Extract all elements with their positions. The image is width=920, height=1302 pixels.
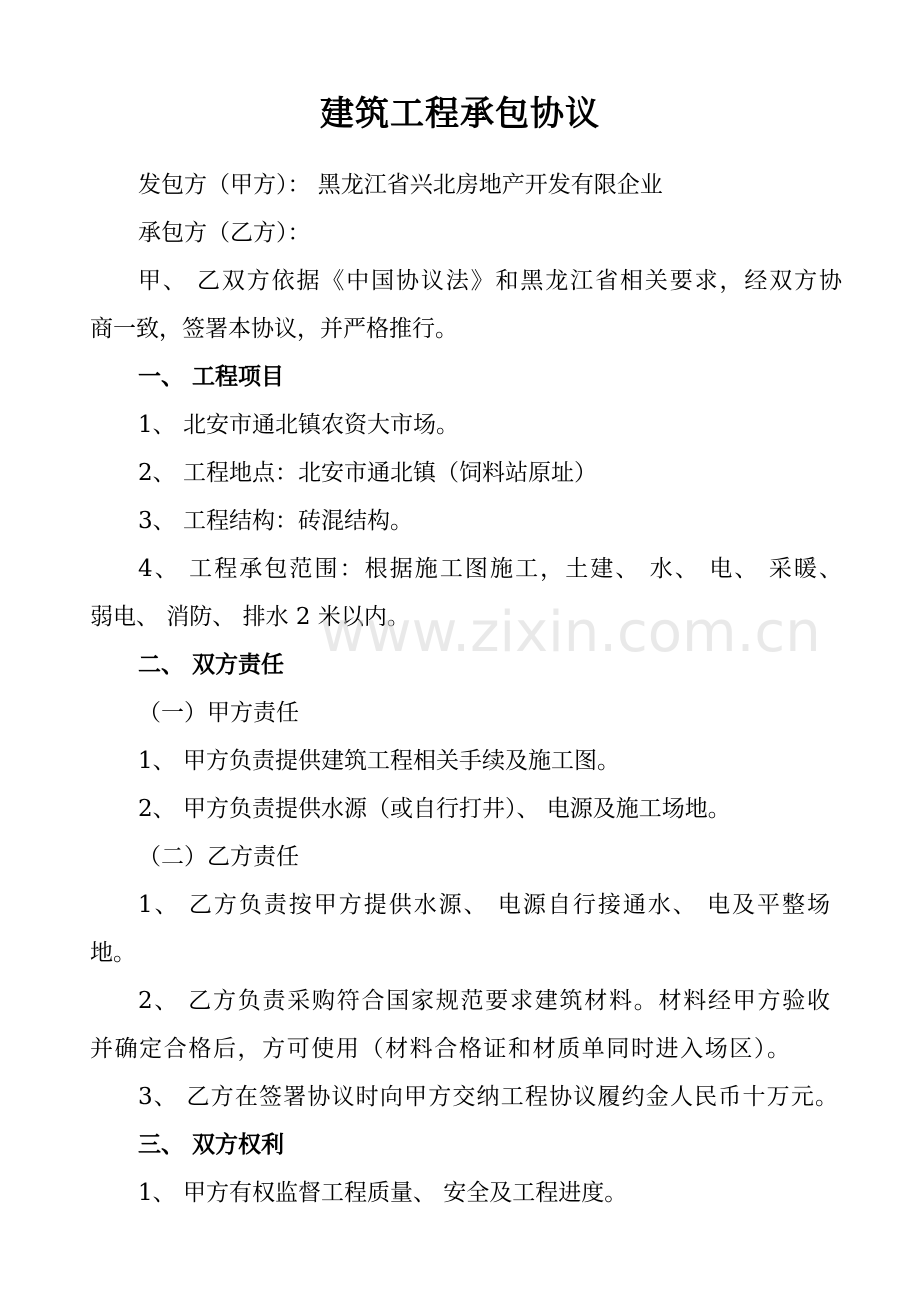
section-2-subheading-a: （一）甲方责任 [138,700,299,726]
section-2-a-item-2: 2、 甲方负责提供水源（或自行打井）、 电源及施工场地。 [138,796,731,822]
section-2-b-item-3: 3、 乙方在签署协议时向甲方交纳工程协议履约金人民币十万元。 [138,1084,838,1110]
section-1-item-1: 1、 北安市通北镇农资大市场。 [138,412,459,438]
section-1-item-4-cont: 弱电、 消防、 排水 2 米以内。 [90,604,410,630]
watermark: www.zixin.com.cn [320,600,821,665]
document-title: 建筑工程承包协议 [320,94,600,134]
section-2-b-item-2-cont: 并确定合格后，方可使用（材料合格证和材质单同时进入场区）。 [90,1036,790,1062]
section-1-item-3: 3、 工程结构：砖混结构。 [138,508,413,534]
intro-line-2: 商一致，签署本协议，并严格推行。 [90,316,458,342]
section-3-heading: 三、 双方权利 [138,1132,285,1158]
section-2-b-item-2: 2、 乙方负责采购符合国家规范要求建筑材料。材料经甲方验收 [138,988,830,1014]
section-1-item-4: 4、 工程承包范围：根据施工图施工，土建、 水、 电、 采暖、 [138,556,842,582]
section-2-b-item-1-cont: 地。 [90,940,136,966]
section-3-item-1: 1、 甲方有权监督工程质量、 安全及工程进度。 [138,1180,628,1206]
section-1-item-2: 2、 工程地点：北安市通北镇（饲料站原址） [138,460,597,486]
intro-line-1: 甲、 乙双方依据《中国协议法》和黑龙江省相关要求，经双方协 [138,268,842,294]
section-2-subheading-b: （二）乙方责任 [138,844,299,870]
section-1-heading: 一、 工程项目 [138,364,285,390]
party-a-line: 发包方（甲方）： 黑龙江省兴北房地产开发有限企业 [138,172,663,198]
party-b-line: 承包方（乙方）： [138,220,311,246]
section-2-heading: 二、 双方责任 [138,652,285,678]
section-2-a-item-1: 1、 甲方负责提供建筑工程相关手续及施工图。 [138,748,620,774]
section-2-b-item-1: 1、 乙方负责按甲方提供水源、 电源自行接通水、 电及平整场 [138,892,830,918]
